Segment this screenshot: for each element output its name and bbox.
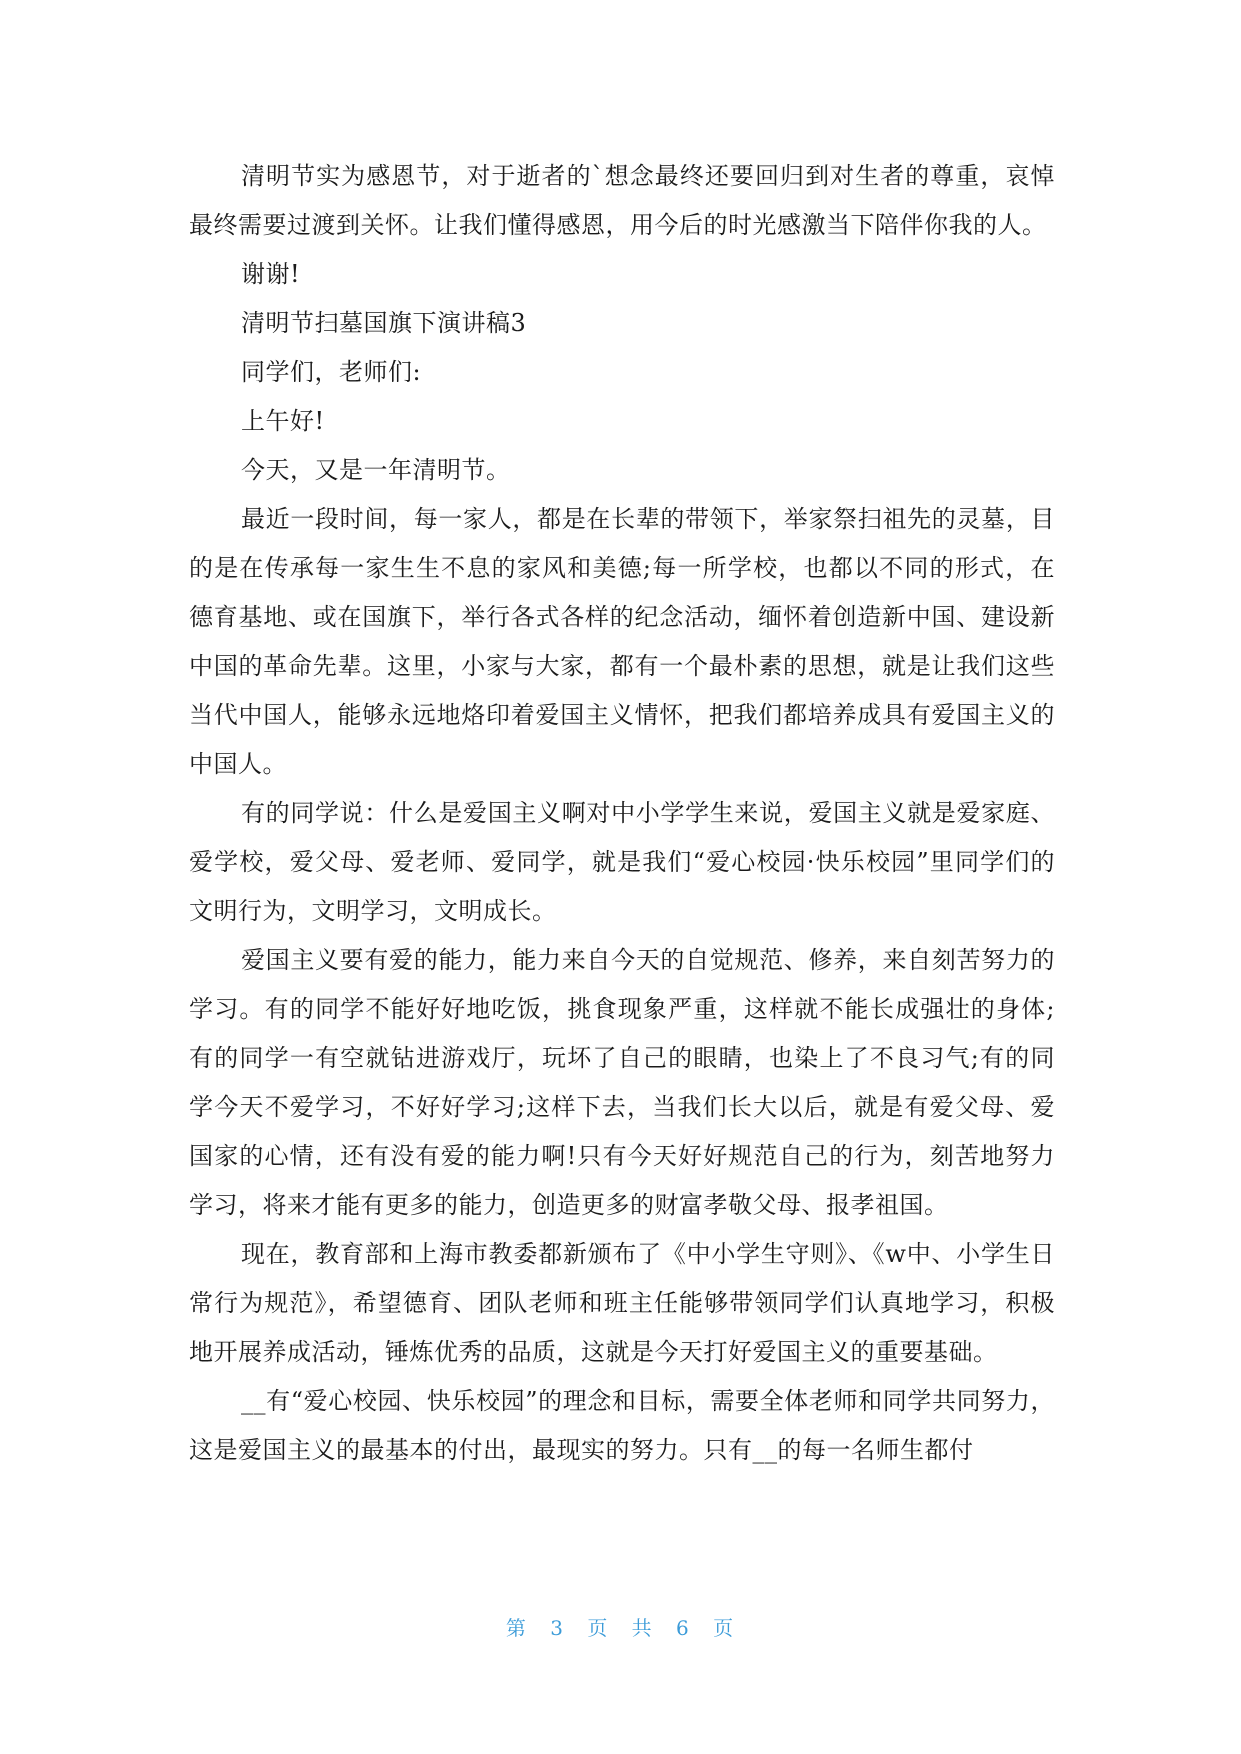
page-number-footer: 第 3 页 共 6 页 bbox=[505, 1616, 736, 1640]
paragraph: 上午好! bbox=[241, 407, 325, 435]
paragraph: 今天，又是一年清明节。 bbox=[241, 456, 511, 484]
paragraph: 同学们，老师们: bbox=[241, 358, 422, 386]
paragraph: 现在，教育部和上海市教委都新颁布了《中小学生守则》、《w中、小学生日常行为规范》，希望德育、团队老师和班主任能够带领同学们认真地学习，积极地开展养成活动，锤炼优秀的品质，这就是今天打好爱国主义的重要基础。 bbox=[189, 1240, 1055, 1366]
paragraph: 最近一段时间，每一家人，都是在长辈的带领下，举家祭扫祖先的灵墓，目的是在传承每一家生生不息的家风和美德;每一所学校，也都以不同的形式，在德育基地、或在国旗下，举行各式各样的纪念活动，缅怀着创造新中国、建设新中国的革命先辈。这里，小家与大家，都有一个最朴素的思想，就是让我们这些当代中国人，能够永远地烙印着爱国主义情怀，把我们都培养成具有爱国主义的中国人。 bbox=[189, 505, 1055, 778]
paragraph: 爱国主义要有爱的能力，能力来自今天的自觉规范、修养，来自刻苦努力的学习。有的同学不能好好地吃饭，挑食现象严重，这样就不能长成强壮的身体;有的同学一有空就钻进游戏厅，玩坏了自己的眼睛，也染上了不良习气;有的同学今天不爱学习，不好好学习;这样下去，当我们长大以后，就是有爱父母、爱国家的心情，还有没有爱的能力啊!只有今天好好规范自己的行为，刻苦地努力学习，将来才能有更多的能力，创造更多的财富孝敬父母、报孝祖国。 bbox=[189, 946, 1055, 1219]
paragraph: 有的同学说：什么是爱国主义啊对中小学学生来说，爱国主义就是爱家庭、爱学校，爱父母、爱老师、爱同学，就是我们“爱心校园·快乐校园”里同学们的文明行为，文明学习，文明成长。 bbox=[189, 799, 1055, 925]
document-body bbox=[189, 152, 1055, 1475]
paragraph: __有“爱心校园、快乐校园”的理念和目标，需要全体老师和同学共同努力，这是爱国主义的最基本的付出，最现实的努力。只有__的每一名师生都付 bbox=[189, 1387, 1055, 1464]
paragraph-heading: 清明节扫墓国旗下演讲稿3 bbox=[241, 309, 527, 337]
paragraph: 清明节实为感恩节，对于逝者的`想念最终还要回归到对生者的尊重，哀悼最终需要过渡到关怀。让我们懂得感恩，用今后的时光感激当下陪伴你我的人。 bbox=[189, 162, 1055, 239]
paragraph: 谢谢! bbox=[241, 260, 301, 288]
